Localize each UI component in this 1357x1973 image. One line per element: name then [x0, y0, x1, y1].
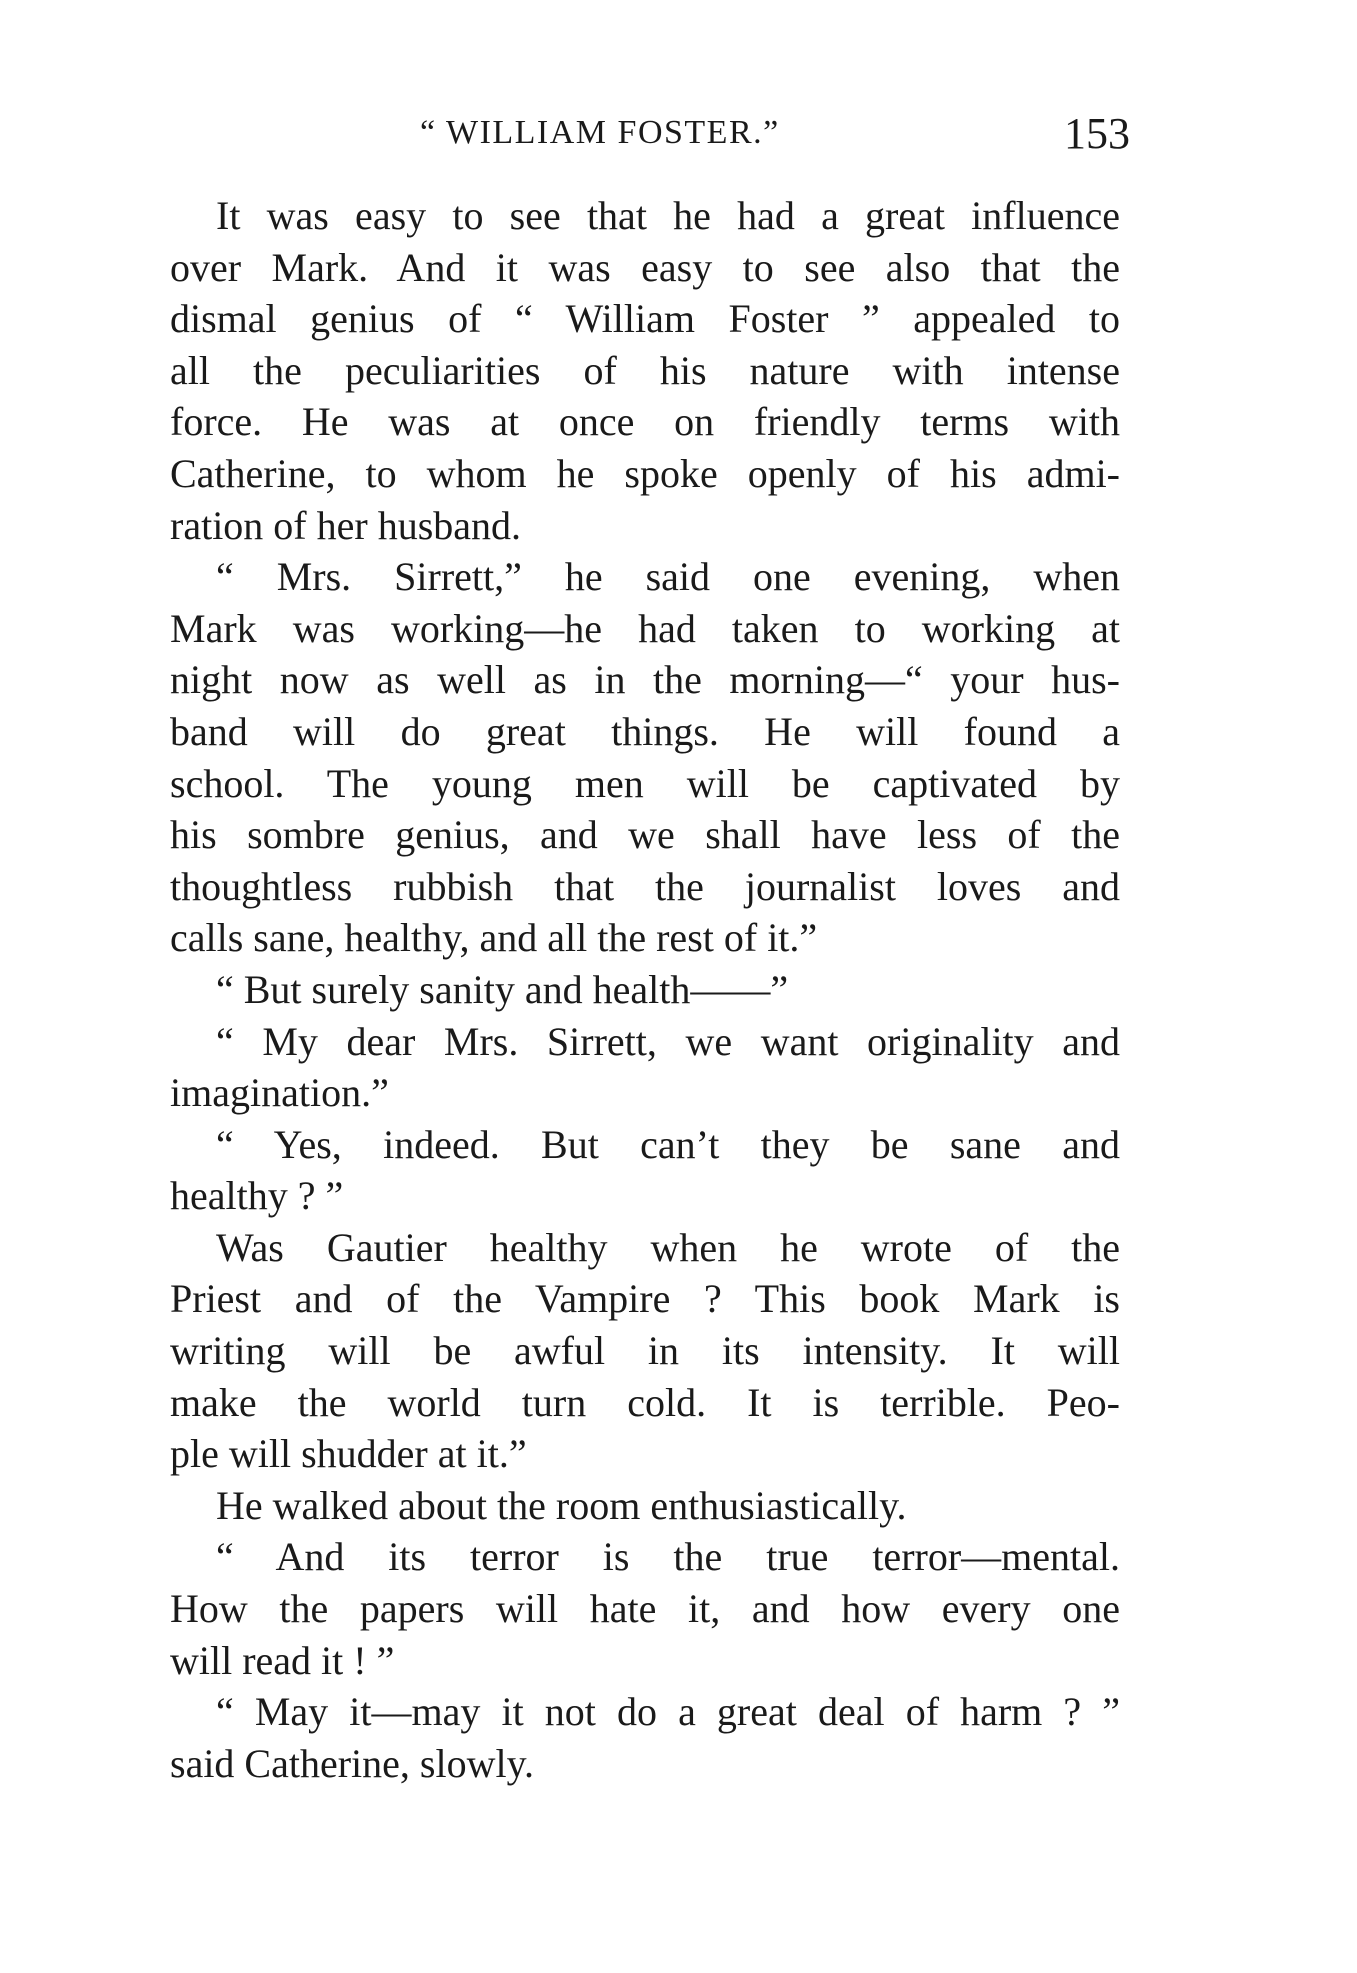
running-head — [170, 108, 1130, 168]
text-line: “ But surely sanity and health——” — [216, 966, 789, 1012]
text-line: “ Mrs. Sirrett,” he said one evening, when — [216, 554, 1120, 600]
text-line: imagination.” — [170, 1070, 389, 1116]
text-line: make the world turn cold. It is terrible. Peo- — [170, 1379, 1120, 1425]
text-line: ration of her husband. — [170, 502, 522, 548]
text-line: “ And its terror is the true terror—mental. — [216, 1534, 1120, 1580]
text-line: “ Yes, indeed. But can’t they be sane and — [216, 1121, 1120, 1167]
text-line: school. The young men will be captivated by — [170, 760, 1120, 806]
text-line: “ My dear Mrs. Sirrett, we want originality and — [216, 1018, 1120, 1064]
text-line: healthy ? ” — [170, 1173, 344, 1219]
text-line: Catherine, to whom he spoke openly of his admi- — [170, 450, 1120, 496]
running-title: “ WILLIAM FOSTER.” — [420, 114, 780, 151]
text-line: said Catherine, slowly. — [170, 1740, 535, 1786]
text-line: over Mark. And it was easy to see also that the — [170, 244, 1120, 290]
text-line: He walked about the room enthusiastically. — [216, 1482, 907, 1528]
text-line: all the peculiarities of his nature with intense — [170, 347, 1120, 393]
text-line: ple will shudder at it.” — [170, 1431, 527, 1477]
text-line: will read it ! ” — [170, 1637, 395, 1683]
text-line: Priest and of the Vampire ? This book Mark is — [170, 1276, 1120, 1322]
text-line: Was Gautier healthy when he wrote of the — [216, 1224, 1120, 1270]
text-line: calls sane, healthy, and all the rest of it.” — [170, 915, 818, 961]
text-line: thoughtless rubbish that the journalist loves and — [170, 863, 1120, 909]
text-line: dismal genius of “ William Foster ” appealed to — [170, 296, 1120, 342]
text-line: Mark was working—he had taken to working at — [170, 605, 1120, 651]
text-line: force. He was at once on friendly terms with — [170, 399, 1120, 445]
text-line: How the papers will hate it, and how every one — [170, 1586, 1120, 1632]
text-line: writing will be awful in its intensity. It will — [170, 1328, 1120, 1374]
text-line: his sombre genius, and we shall have less of the — [170, 812, 1120, 858]
page-number: 153 — [1064, 109, 1130, 158]
text-line: It was easy to see that he had a great influence — [216, 193, 1120, 238]
text-line: night now as well as in the morning—“ your hus- — [170, 657, 1120, 703]
text-line: band will do great things. He will found a — [170, 708, 1120, 754]
body-text — [170, 190, 1120, 1789]
text-line: “ May it—may it not do a great deal of harm ? ” — [216, 1689, 1120, 1735]
